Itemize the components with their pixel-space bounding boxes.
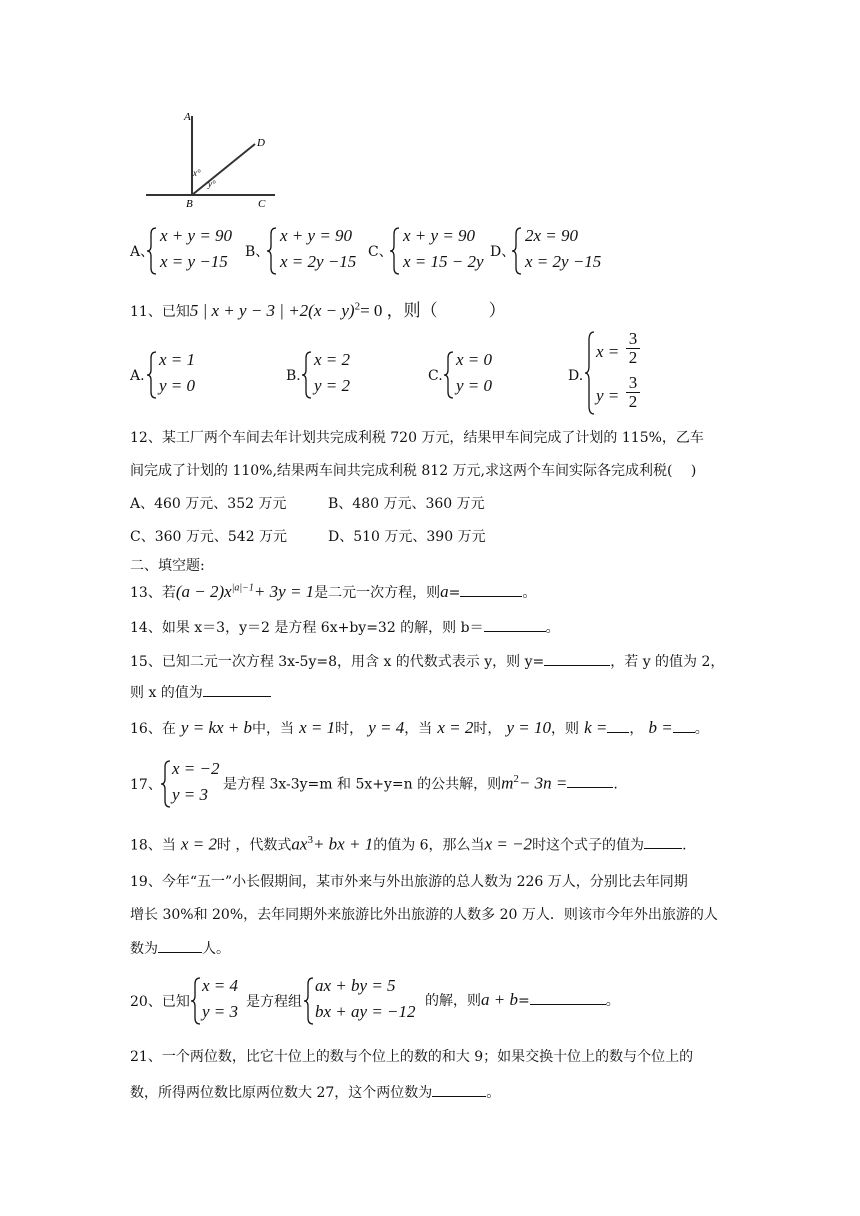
q11-option-d-system: x = $\frac{3}{2}$ y = $\frac{3}{2}$: [584, 330, 664, 416]
q20-solution-system: x = 4 y = 3: [190, 976, 250, 1026]
brace-icon: [266, 226, 278, 276]
question-12-line-1: 12、某工厂两个车间去年计划共完成利税 720 万元，结果甲车间完成了计划的 115%，乙车: [130, 430, 704, 446]
q10-option-c-system: x + y = 90 x = 15 − 2y: [389, 226, 499, 276]
question-20-tail: 的解，则a + b= 。: [425, 990, 620, 1009]
brace-icon: [146, 350, 158, 400]
fraction-3-2-bottom: $\frac{3}{2}$: [626, 374, 640, 411]
answer-blank[interactable]: [567, 773, 613, 788]
answer-blank[interactable]: [203, 682, 271, 697]
question-18: 18、当 x = 2时 ，代数式$ax^3+$ bx + 1的值为 6，那么当x = −2时这个式子的值为 .: [130, 834, 687, 854]
label-d: D: [257, 137, 265, 149]
question-19-line-1: 19、今年“五一”小长假期间，某市外来与外出旅游的总人数为 226 万人，分别比去年同期: [130, 874, 688, 890]
q11-option-a-label: A.: [130, 368, 145, 384]
answer-blank[interactable]: [460, 582, 522, 597]
question-14: 14、如果 x＝3，y＝2 是方程 6x+by=32 的解，则 b＝ 。: [130, 617, 560, 638]
answer-blank[interactable]: [530, 990, 606, 1005]
answer-blank[interactable]: [158, 938, 202, 953]
question-15-line-2: 则 x 的值为: [130, 682, 271, 703]
question-19-line-2: 增长 30%和 20%，去年同期外来旅游比外出旅游的人数多 20 万人．则该市今年外出旅游的人: [130, 907, 718, 923]
brace-icon: [190, 976, 202, 1026]
label-a: A: [184, 111, 191, 123]
section-fill-in-title: 二、填空题:: [130, 558, 205, 574]
q10-option-b-system: x + y = 90 x = 2y −15: [266, 226, 376, 276]
q11-option-b-system: x = 2 y = 2: [301, 350, 381, 400]
q17-system: x = −2 y = 3: [160, 759, 230, 809]
question-20-number: 20、已知: [130, 994, 190, 1010]
question-16: 16、在 y = kx + b中，当 x = 1时， y = 4，当 x = 2时， y = 10，则 k = ， b = 。: [130, 718, 709, 737]
question-13: 13、若$(a - 2)x^{|a|-1}+ 3y = 1$是二元一次方程，则a= 。: [130, 582, 537, 601]
q12-option-d: D、510 万元、390 万元: [328, 529, 486, 545]
question-19-line-3: 数为 人。: [130, 938, 230, 959]
question-21-line-1: 21、一个两位数，比它十位上的数与个位上的数的和大 9；如果交换十位上的数与个位上的: [130, 1049, 694, 1065]
answer-blank[interactable]: [673, 718, 695, 733]
q11-option-c-system: x = 0 y = 0: [443, 350, 523, 400]
brace-icon: [146, 226, 158, 276]
question-15-line-1: 15、已知二元一次方程 3x-5y=8，用含 x 的代数式表示 y，则 y= ，若 y 的值为 2，: [130, 651, 724, 672]
q11-option-a-system: x = 1 y = 0: [146, 350, 226, 400]
q10-option-d-label: D、: [490, 244, 516, 260]
label-b: B: [186, 198, 193, 208]
angle-y-label: y°: [208, 179, 216, 189]
question-12-line-2: 间完成了计划的 110%,结果两车间共完成利税 812 万元,求这两个车间实际各完成利税( ): [130, 463, 697, 479]
angle-figure: [140, 108, 280, 208]
q10-option-c-label: C、: [368, 244, 393, 260]
q12-option-c: C、360 万元、542 万元: [130, 529, 288, 545]
label-c: C: [258, 198, 266, 208]
answer-blank[interactable]: [544, 651, 610, 666]
q20-equation-system: ax + by = 5 bx + ay = −12: [303, 976, 433, 1026]
brace-icon: [389, 226, 401, 276]
ray-bd: [192, 144, 255, 195]
q11-option-c-label: C.: [428, 368, 443, 384]
question-17-text: 是方程 3x-3y=m 和 5x+y=n 的公共解，则$m^2- 3n$ = .: [223, 773, 618, 793]
answer-blank[interactable]: [607, 718, 629, 733]
brace-icon: [303, 976, 315, 1026]
q12-option-b: B、480 万元、360 万元: [328, 496, 485, 512]
answer-blank[interactable]: [644, 834, 682, 849]
q10-option-a-system: x + y = 90 x = y −15: [146, 226, 246, 276]
q10-option-d-system: 2x = 90 x = 2y −15: [511, 226, 621, 276]
answer-blank[interactable]: [484, 617, 546, 632]
brace-icon: [511, 226, 523, 276]
q12-option-a: A、460 万元、352 万元: [130, 496, 287, 512]
brace-icon: [443, 350, 455, 400]
question-17-number: 17、: [130, 777, 162, 793]
q10-option-b-label: B、: [245, 244, 270, 260]
fraction-3-2-top: $\frac{3}{2}$: [626, 330, 640, 367]
question-20-mid: 是方程组: [246, 994, 302, 1010]
angle-x-label: x°: [193, 168, 201, 178]
brace-icon: [301, 350, 313, 400]
question-21-line-2: 数，所得两位数比原两位数大 27，这个两位数为 。: [130, 1082, 500, 1103]
brace-icon: [160, 759, 172, 809]
q11-option-b-label: B.: [286, 368, 301, 384]
question-11: 11、已知5 | x + y − 3 | $+2(x - y)^2= 0$ ，则（ ）: [130, 300, 506, 320]
q11-option-d-label: D.: [568, 368, 584, 384]
answer-blank[interactable]: [432, 1082, 486, 1097]
q10-option-a-label: A、: [130, 244, 155, 260]
brace-icon: [584, 330, 596, 416]
